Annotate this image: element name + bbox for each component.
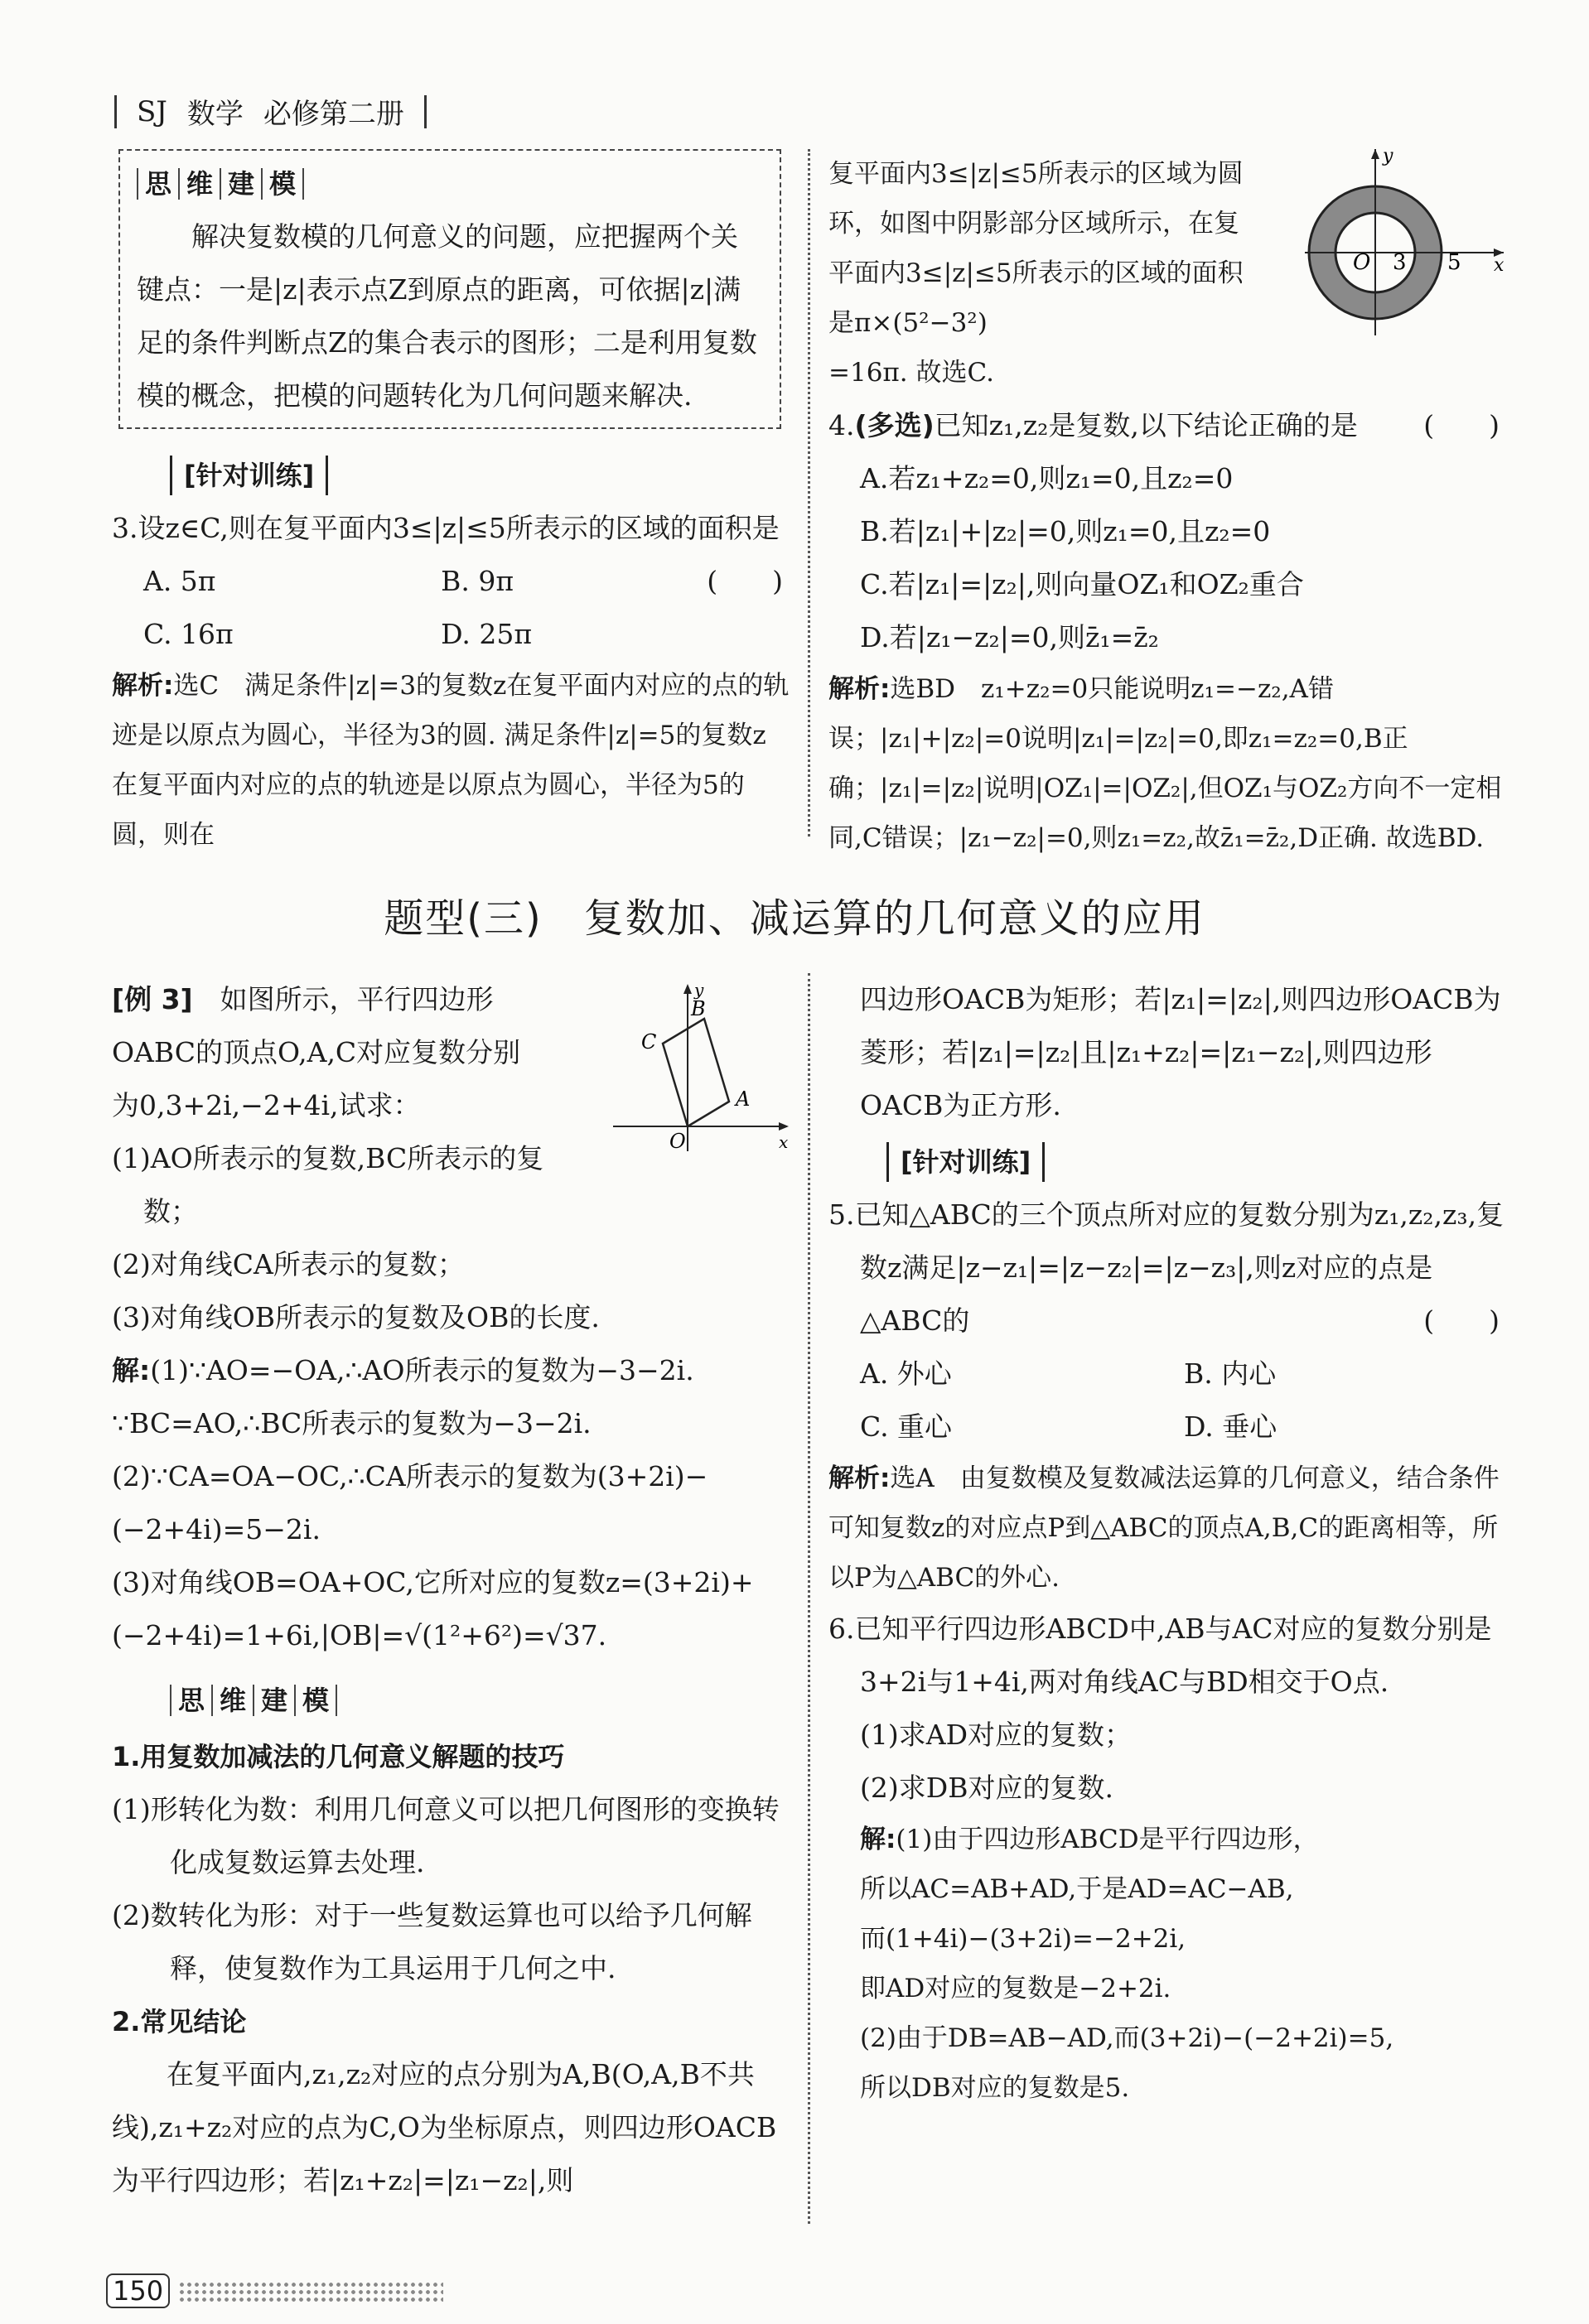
q3-paren: ( ) [707,565,783,597]
q5-option-c: C. 重心 [860,1410,953,1443]
training-tag-2: [针对训练] [886,1142,1045,1182]
thinking-box-2-title: 思 维 建 模 [170,1674,791,1727]
q3-options [112,555,738,661]
page-number-decoration [178,2281,443,2302]
q6-solution: 解:(1)由于四边形ABCD是平行四边形， 所以AC=AB+AD,于是AD=AC−AB, 而(1+4i)−(3+2i)=−2+2i, 即AD对应的复数是−2+2i. (2)由于DB=AB−AD,而(3+2i)−(−2+2i)=5, 所以DB对应的复数是5. [828,1815,1508,2113]
q6-sol-line-6: 所以DB对应的复数是5. [860,2073,1130,2103]
label-3: 3 [1393,250,1407,275]
q6-part-1: (1)求AD对应的复数； [860,1719,1133,1751]
thinking-box-2-p3: 在复平面内,z₁,z₂对应的点分别为A,B(O,A,B不共线),z₁+z₂对应的点为C,O为坐标原点，则四边形OACB为平行四边形；若|z₁+z₂|=|z₁−z₂|,则 [112,2058,777,2196]
ex3-solution: 解:(1)∵AO=−OA,∴AO所表示的复数为−3−2i. [112,1354,694,1386]
q3-option-d: D. 25π [441,618,533,650]
thinking-box-2-heading-2: 2.常见结论 [112,2006,247,2037]
label-5: 5 [1447,250,1461,275]
parallelogram-oabc [663,1019,729,1126]
thinking-box-1-title: 思 维 建 模 [137,157,763,210]
header-bar-right [424,95,427,128]
x-label: x [779,1132,789,1152]
bottom-right-column [828,973,1508,2113]
q4-solution-label: 解析: [828,674,891,704]
q6-sol-line-5: (2)由于DB=AB−AD,而(3+2i)−(−2+2i)=5, [860,2023,1394,2053]
page-number: 150 [106,2273,170,2308]
q6-sol-line-4: 即AD对应的复数是−2+2i. [860,1974,1171,2003]
training-tag-1: [针对训练] [170,456,328,495]
q4-options [828,452,1508,664]
header-bar-left [114,95,117,128]
q3-solution-cont-1: 复平面内3≤|z|≤5所表示的区域为圆环，如图中阴影部分区域所示，在复平面内3≤|z|≤5所表示的区域的面积是π×(5²−3²) [828,159,1244,338]
thinking-box-2-p3-cont: 四边形OACB为矩形；若|z₁|=|z₂|,则四边形OACB为菱形；若|z₁|=|z₂|且|z₁+z₂|=|z₁−z₂|,则四边形OACB为正方形. [860,983,1501,1121]
x-arrow [779,1122,789,1131]
ex3-stem: [例 3] 如图所示，平行四边形OABC的顶点O,A,C对应复数分别为0,3+2i,−2+4i,试求： [112,983,521,1121]
q5-option-b: B. 内心 [1184,1357,1277,1390]
label-c: C [641,1030,657,1054]
x-label: x [1494,255,1504,276]
q6-sol-line-2: 所以AC=AB+AD,于是AD=AC−AB, [860,1874,1294,1904]
top-left-column [112,149,791,860]
thinking-box-2-p1: (1)形转化为数：利用几何意义可以把几何图形的变换转化成复数运算去处理. [112,1793,780,1878]
parallelogram-figure [605,977,795,1160]
y-label: y [1383,146,1393,166]
ex3-sol-line-2: ∵BC=AO,∴BC所表示的复数为−3−2i. [112,1407,592,1439]
q5-option-a: A. 外心 [860,1357,952,1390]
thinking-box-2-p2: (2)数转化为形：对于一些复数运算也可以给予几何解释，使复数作为工具运用于几何之中. [112,1899,752,1984]
q3-option-c: C. 16π [143,618,234,650]
column-divider-top [808,149,810,837]
q4-stem: 4.(多选)已知z₁,z₂是复数,以下结论正确的是 ( ) [828,399,1508,452]
q4-option-a: A.若z₁+z₂=0,则z₁=0,且z₂=0 [860,462,1234,494]
q5-option-d: D. 垂心 [1184,1410,1277,1443]
ex3-label: [例 3] [112,983,193,1015]
ex3-part-1: (1)AO所表示的复数,BC所表示的复数； [112,1142,544,1227]
column-divider-bottom [808,973,810,2224]
label-b: B [691,997,706,1020]
y-label: y [694,980,704,1000]
thinking-box-1 [118,149,781,429]
ex3-sol-line-4: (3)对角线OB=OA+OC,它所对应的复数z=(3+2i)+(−2+4i)=1+6i,|OB|=√(1²+6²)=√37. [112,1566,754,1651]
q6-sol-line-3: 而(1+4i)−(3+2i)=−2+2i, [860,1924,1186,1954]
q3-stem: 3.设z∈C,则在复平面内3≤|z|≤5所表示的区域的面积是 ( ) [112,502,791,555]
q6-part-2: (2)求DB对应的复数. [860,1772,1113,1804]
q3-solution-cont-2: =16π. 故选C. [828,358,994,388]
ex3-sol-label: 解: [112,1354,151,1386]
q4-option-c: C.若|z₁|=|z₂|,则向量OZ₁和OZ₂重合 [860,568,1304,600]
y-arrow [1371,149,1379,159]
q6-sol-label: 解: [860,1825,896,1854]
header-code: SJ [137,94,167,128]
q4-option-b: B.若|z₁|+|z₂|=0,则z₁=0,且z₂=0 [860,515,1271,547]
header-subject: 数学 [186,98,244,131]
q3-solution: 解析:选C 满足条件|z|=3的复数z在复平面内对应的点的轨迹是以原点为圆心，半径为3的圆. 满足条件|z|=5的复数z在复平面内对应的点的轨迹是以原点为圆心，半径为5的圆，则在 [112,671,790,850]
q6-stem: 6.已知平行四边形ABCD中,AB与AC对应的复数分别是3+2i与1+4i,两对角线AC与BD相交于O点. [828,1613,1492,1698]
ring-figure [1305,145,1512,344]
q5-stem: 5.已知△ABC的三个顶点所对应的复数分别为z₁,z₂,z₃,复数z满足|z−z₁|=|z−z₂|=|z−z₃|,则z对应的点是△ABC的 ( ) [828,1189,1508,1348]
header-book: 必修第二册 [263,98,404,131]
q4-solution: 解析:选BD z₁+z₂=0只能说明z₁=−z₂,A错误；|z₁|+|z₂|=0说明|z₁|=|z₂|=0,即z₁=z₂=0,B正确；|z₁|=|z₂|说明|OZ₁|=|OZ₂|,但OZ₁与OZ₂方向不一定相同,C错误；|z₁−z₂|=0,则z₁=z₂,故z̄₁=z̄₂,D正确. 故选BD. [828,674,1502,853]
page-header [114,91,427,132]
q4-paren: ( ) [1423,409,1500,441]
origin-label: O [1353,250,1371,275]
q5-solution-label: 解析: [828,1463,891,1493]
q5-options [828,1348,1508,1454]
q5-paren: ( ) [1423,1304,1500,1337]
q5-solution: 解析:选A 由复数模及复数减法运算的几何意义，结合条件可知复数z的对应点P到△ABC的顶点A,B,C的距离相等，所以P为△ABC的外心. [828,1463,1500,1593]
ex3-part-2: (2)对角线CA所表示的复数； [112,1248,465,1280]
ex3-sol-line-3: (2)∵CA=OA−OC,∴CA所表示的复数为(3+2i)−(−2+4i)=5−2i. [112,1460,708,1545]
ex3-part-3: (3)对角线OB所表示的复数及OB的长度. [112,1301,600,1333]
thinking-box-2-heading-1: 1.用复数加减法的几何意义解题的技巧 [112,1741,565,1772]
label-a: A [736,1087,751,1111]
q4-option-d: D.若|z₁−z₂|=0,则z̄₁=z̄₂ [860,621,1159,653]
thinking-box-1-text: 解决复数模的几何意义的问题，应把握两个关键点：一是|z|表示点Z到原点的距离，可依据|z|满足的条件判断点Z的集合表示的图形；二是利用复数模的概念，把模的问题转化为几何问题来解决. [137,220,757,412]
label-o: O [669,1130,686,1153]
q3-option-b: B. 9π [441,565,514,597]
q3-solution-label: 解析: [112,671,174,701]
section-title: 题型(三) 复数加、减运算的几何意义的应用 [384,895,1205,942]
q3-option-a: A. 5π [143,565,216,597]
y-arrow [683,984,692,994]
